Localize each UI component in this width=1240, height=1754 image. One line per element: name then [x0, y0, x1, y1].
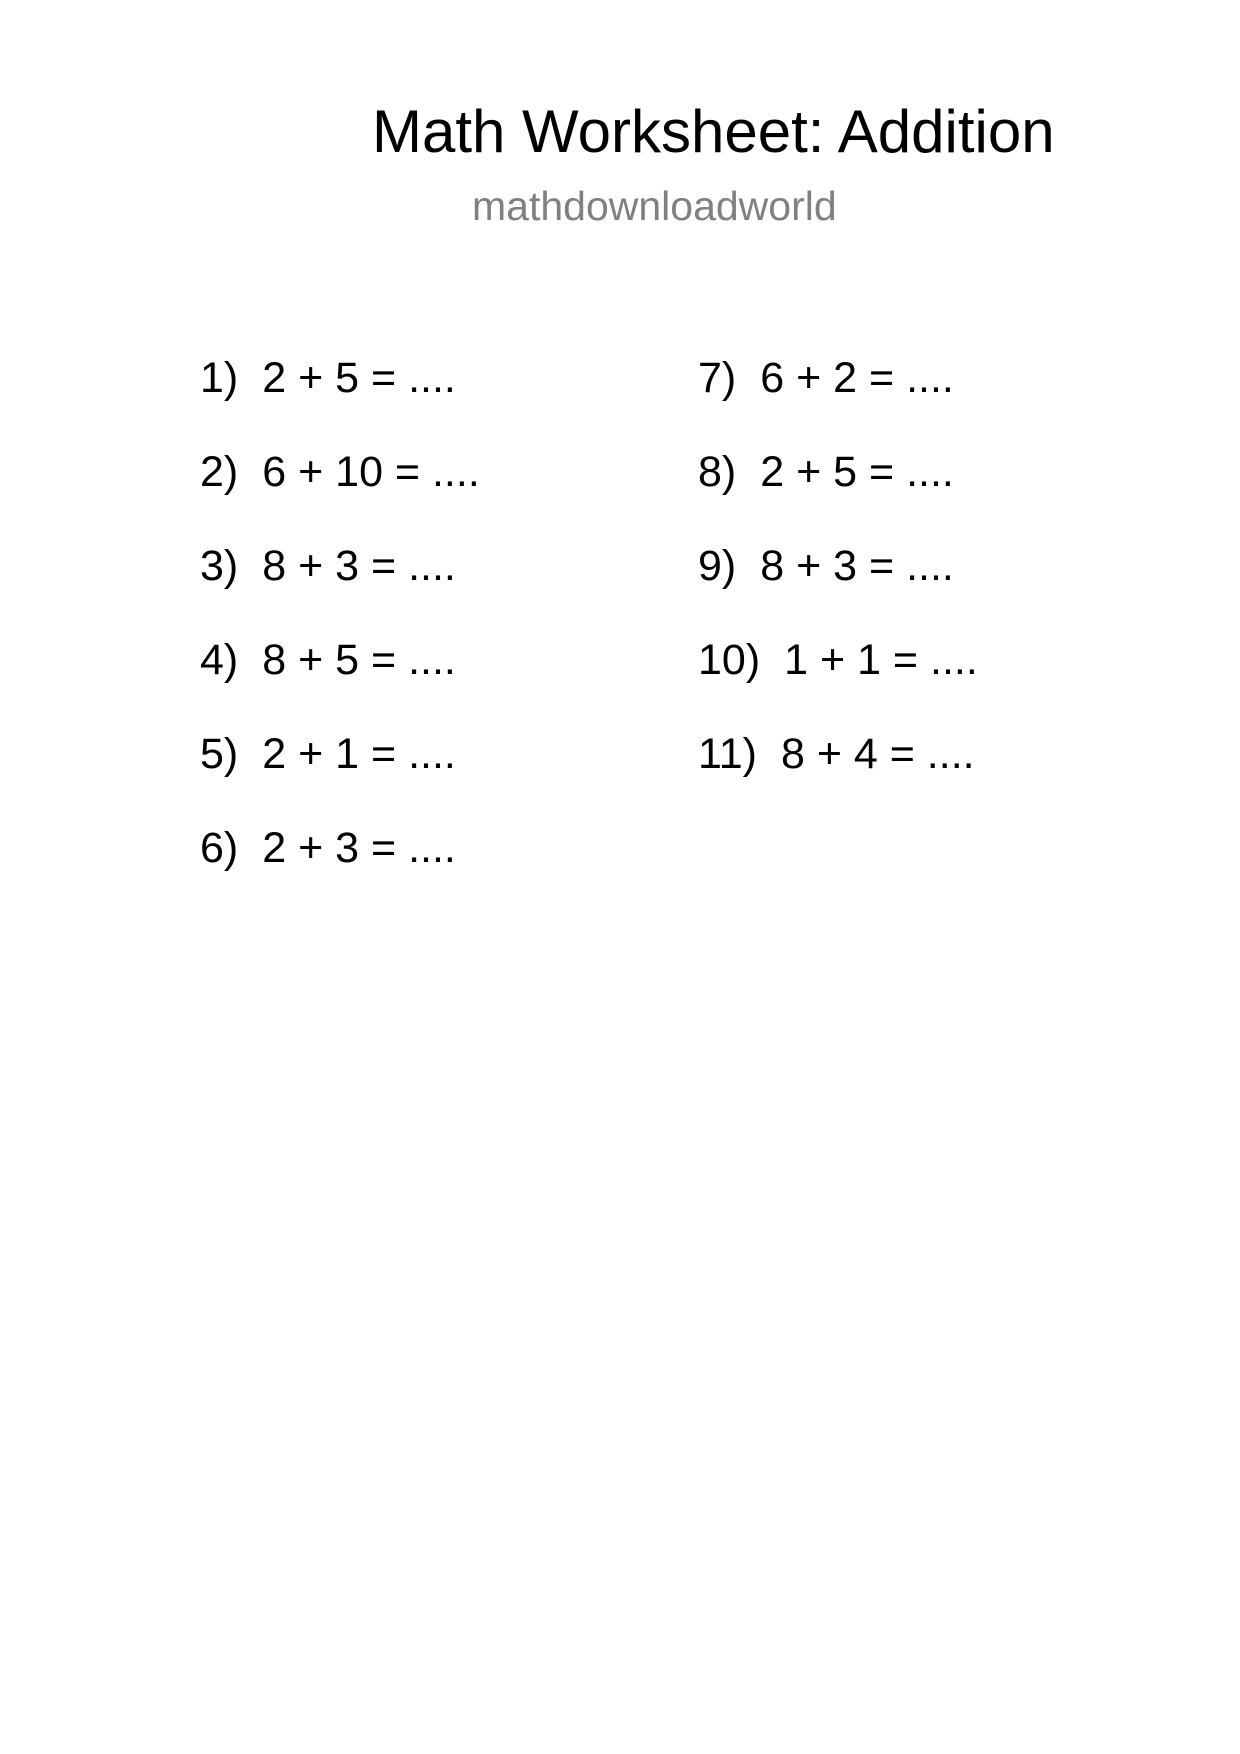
problem-item: [200, 634, 456, 686]
problem-number: 3): [200, 542, 239, 590]
problem-item: [698, 352, 954, 404]
problem-expression: 8 + 3 = ....: [262, 542, 456, 590]
problem-number: 7): [698, 354, 737, 402]
problem-item: [200, 446, 480, 498]
problem-item: [698, 634, 978, 686]
problem-number: 9): [698, 542, 737, 590]
problem-number: 6): [200, 824, 239, 872]
problem-number: 10): [698, 636, 761, 684]
problem-number: 2): [200, 448, 239, 496]
problem-expression: 8 + 5 = ....: [262, 636, 456, 684]
problem-item: [200, 352, 456, 404]
problem-expression: 6 + 2 = ....: [760, 354, 954, 402]
problem-item: [698, 540, 954, 592]
problem-expression: 8 + 4 = ....: [780, 730, 975, 778]
problem-number: 11): [698, 730, 757, 778]
problem-expression: 6 + 10 = ....: [262, 448, 480, 496]
page-subtitle: mathdownloadworld: [472, 183, 837, 229]
problem-item: [200, 540, 456, 592]
problem-number: 4): [200, 636, 239, 684]
problem-number: 1): [200, 354, 239, 402]
problem-item: [698, 446, 954, 498]
problem-expression: 1 + 1 = ....: [784, 636, 978, 684]
page-title: Math Worksheet: Addition: [372, 98, 1055, 165]
problem-number: 8): [698, 448, 737, 496]
problem-number: 5): [200, 730, 239, 778]
problem-item: [200, 728, 456, 780]
problem-expression: 2 + 1 = ....: [262, 730, 456, 778]
problem-expression: 2 + 5 = ....: [760, 448, 954, 496]
problem-expression: 8 + 3 = ....: [760, 542, 954, 590]
problem-item: [698, 728, 975, 780]
problem-expression: 2 + 3 = ....: [262, 824, 456, 872]
problem-expression: 2 + 5 = ....: [262, 354, 456, 402]
problem-item: [200, 822, 456, 874]
